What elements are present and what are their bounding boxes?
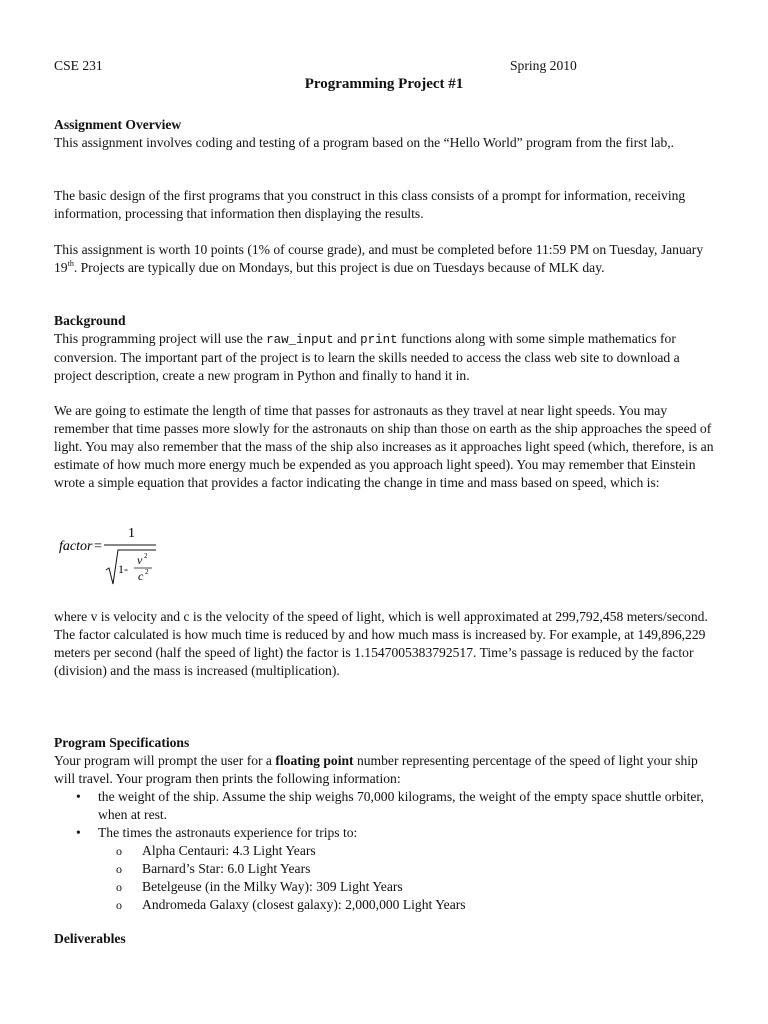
trip-betelgeuse: o Betelgeuse (in the Milky Way): 309 Light Years: [142, 878, 716, 896]
specs-text-a: Your program will prompt the user for a: [54, 753, 276, 768]
floating-point-emphasis: floating point: [275, 753, 354, 768]
background-heading: Background: [54, 313, 126, 328]
formula-equals: =: [94, 539, 102, 554]
due-text-a: This assignment is worth 10 points (1% of course grade), and must be completed before 11:59 PM on Tuesday, January 19: [54, 242, 704, 275]
lorentz-factor-formula: [56, 520, 166, 590]
trip-andromeda: o Andromeda Galaxy (closest galaxy): 2,000,000 Light Years: [142, 896, 716, 914]
formula-v-exponent: 2: [144, 552, 148, 560]
bullet-trip-times: [98, 824, 716, 914]
trip-list: [98, 842, 716, 914]
background-section: [54, 312, 716, 385]
term: Spring 2010: [510, 58, 577, 73]
specs-text-b: number representing percentage of the speed of light your ship will travel. Your program then prints the following information:: [54, 753, 698, 786]
formula-one-minus: 1-: [118, 562, 128, 576]
overview-section: [54, 116, 716, 152]
trip-barnards-star: o Barnard’s Star: 6.0 Light Years: [142, 860, 716, 878]
specs-section: [54, 734, 716, 914]
background-paragraph-2-block: [54, 402, 716, 492]
trip-alpha-centauri: o Alpha Centauri: 4.3 Light Years: [142, 842, 716, 860]
course-code: CSE 231: [54, 58, 103, 73]
specs-bullet-list: [54, 788, 716, 914]
bullet-trip-times-label: The times the astronauts experience for trips to:: [98, 825, 358, 840]
formula-c-exponent: 2: [145, 568, 149, 576]
overview-paragraph-3-block: [54, 241, 716, 277]
due-text-b: . Projects are typically due on Mondays, but this project is due on Tuesdays because of MLK day.: [73, 260, 605, 275]
formula-c: c: [138, 569, 144, 583]
formula-numerator: 1: [128, 526, 135, 541]
sqrt-sign: [106, 550, 156, 584]
due-superscript: th: [67, 259, 74, 268]
formula-lhs: factor: [59, 539, 93, 554]
bg-text-a: This programming project will use the: [54, 331, 267, 346]
formula-v: v: [137, 553, 143, 567]
code-print: print: [360, 333, 398, 347]
overview-paragraph-2-block: [54, 187, 716, 223]
overview-heading: Assignment Overview: [54, 117, 182, 132]
page-title: Programming Project #1: [304, 76, 464, 92]
bg-text-b: and: [333, 331, 361, 346]
bullet-ship-weight: • the weight of the ship. Assume the ship weighs 70,000 kilograms, the weight of the empty space shuttle orbiter, when at rest.: [98, 788, 716, 824]
background-paragraph-3: where v is velocity and c is the velocity of the speed of light, which is well approximated at 299,792,458 meters/second. The factor calculated is how much time is reduced by and how much mass is increased by. For example, at 149,896,229 meters per second (half the speed of light) the factor is 1.1547005383792517. Time’s passage is reduced by the factor (division) and the mass is increased (multiplication).: [54, 609, 708, 678]
background-paragraph-1: [54, 330, 716, 385]
specs-paragraph: [54, 752, 716, 788]
overview-paragraph-3: [54, 241, 716, 277]
bg-text-c: functions along with some simple mathematics for conversion. The important part of the project is to learn the skills needed to access the class web site to download a project description, create a new program in Python and finally to hand it in.: [54, 331, 680, 383]
overview-paragraph-1: This assignment involves coding and testing of a program based on the “Hello World” program from the first lab,.: [54, 135, 675, 150]
background-paragraph-3-block: [54, 608, 716, 680]
deliverables-section: [54, 930, 716, 948]
deliverables-heading: Deliverables: [54, 931, 126, 946]
background-paragraph-2: We are going to estimate the length of time that passes for astronauts as they travel at near light speeds. You may remember that time passes more slowly for the astronauts on ship than those on earth as the ship approaches the speed of light. You may also remember that the mass of the ship also increases as it approaches light speed (which, therefore, is an estimate of how much more energy much be expended as you approach light speed). You may remember that Einstein wrote a simple equation that provides a factor indicating the change in time and mass based on speed, which is:: [54, 403, 714, 490]
specs-heading: Program Specifications: [54, 735, 190, 750]
overview-paragraph-2: The basic design of the first programs that you construct in this class consists of a prompt for information, receiving information, processing that information then displaying the results.: [54, 188, 686, 221]
code-raw-input: raw_input: [266, 333, 334, 347]
